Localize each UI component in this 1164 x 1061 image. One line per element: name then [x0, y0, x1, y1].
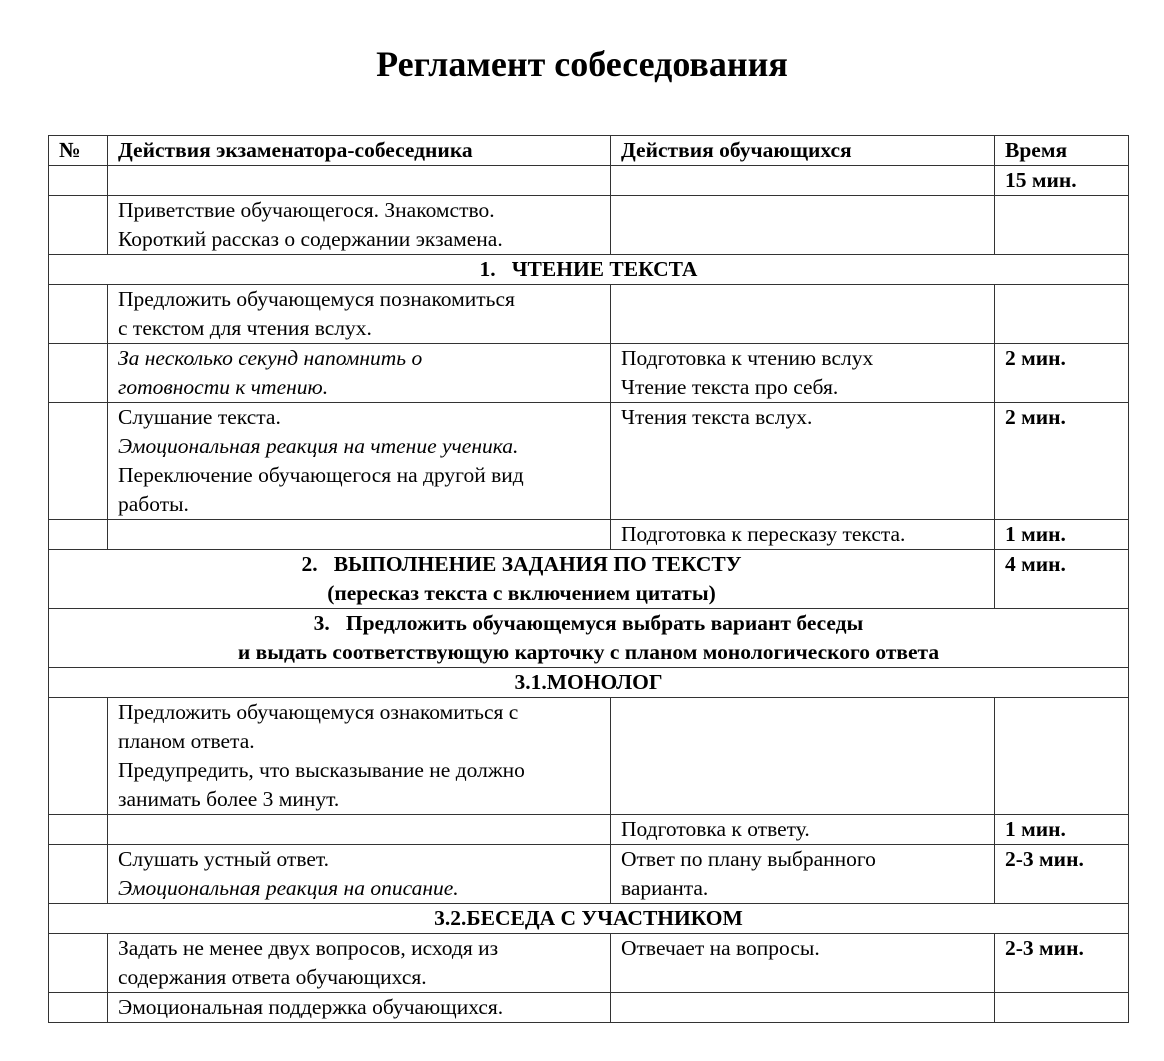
section-reading-title: 1. ЧТЕНИЕ ТЕКСТА: [49, 255, 1129, 285]
header-number: №: [49, 136, 108, 166]
text-line: Эмоциональная реакция на чтение ученика.: [118, 434, 519, 458]
header-examiner: Действия экзаменатора-собеседника: [108, 136, 611, 166]
examiner-cell: Эмоциональная поддержка обучающихся.: [108, 993, 611, 1023]
header-student: Действия обучающихся: [611, 136, 995, 166]
text-line: Переключение обучающегося на другой вид: [118, 463, 524, 487]
text-line: Ответ по плану выбранного: [621, 847, 876, 871]
section-row: [49, 668, 1129, 698]
time-cell: 4 мин.: [995, 550, 1129, 609]
student-cell: [611, 344, 995, 403]
time-cell: 1 мин.: [995, 815, 1129, 845]
section-conversation-choice: [49, 609, 1129, 668]
section-monologue-title: 3.1.МОНОЛОГ: [49, 668, 1129, 698]
time-cell: 2 мин.: [995, 403, 1129, 520]
time-cell: 2-3 мин.: [995, 934, 1129, 993]
section-row: [49, 609, 1129, 668]
row-number: [49, 520, 108, 550]
time-cell: [995, 285, 1129, 344]
text-line: работы.: [118, 492, 189, 516]
row-number: [49, 993, 108, 1023]
text-line: Подготовка к чтению вслух: [621, 346, 874, 370]
student-cell: [611, 698, 995, 815]
page-title: Регламент собеседования: [376, 44, 788, 84]
examiner-cell: [108, 166, 611, 196]
examiner-cell: [108, 845, 611, 904]
table-header-row: [49, 136, 1129, 166]
student-cell: [611, 166, 995, 196]
text-line: планом ответа.: [118, 729, 255, 753]
table-row: [49, 934, 1129, 993]
text-line: Слушание текста.: [118, 405, 281, 429]
text-line: Приветствие обучающегося. Знакомство.: [118, 198, 495, 222]
examiner-cell: [108, 520, 611, 550]
text-line: с текстом для чтения вслух.: [118, 316, 372, 340]
student-cell: [611, 993, 995, 1023]
row-number: [49, 344, 108, 403]
examiner-cell: [108, 934, 611, 993]
text-line: Чтение текста про себя.: [621, 375, 839, 399]
student-cell: [611, 196, 995, 255]
section-choice-line: и выдать соответствующую карточку с планом монологического ответа: [237, 640, 940, 664]
text-line: Предложить обучающемуся познакомиться: [118, 287, 515, 311]
row-number: [49, 285, 108, 344]
header-time: Время: [995, 136, 1129, 166]
section-row: [49, 255, 1129, 285]
text-line: варианта.: [621, 876, 709, 900]
student-cell: Чтения текста вслух.: [611, 403, 995, 520]
schedule-table: [48, 135, 1129, 1023]
row-number: [49, 934, 108, 993]
time-cell: [995, 698, 1129, 815]
student-cell: Отвечает на вопросы.: [611, 934, 995, 993]
section-row: [49, 550, 1129, 609]
table-row: [49, 285, 1129, 344]
text-line: Эмоциональная реакция на описание.: [118, 876, 459, 900]
time-cell: 1 мин.: [995, 520, 1129, 550]
examiner-cell: [108, 196, 611, 255]
row-number: [49, 196, 108, 255]
row-number: [49, 815, 108, 845]
student-cell: Подготовка к пересказу текста.: [611, 520, 995, 550]
time-cell: 15 мин.: [995, 166, 1129, 196]
row-number: [49, 845, 108, 904]
examiner-cell: [108, 285, 611, 344]
section-row: [49, 904, 1129, 934]
section-choice-line: 3. Предложить обучающемуся выбрать вариант беседы: [313, 611, 864, 635]
table-row: [49, 698, 1129, 815]
examiner-cell: [108, 815, 611, 845]
table-row: [49, 993, 1129, 1023]
row-number: [49, 403, 108, 520]
student-cell: [611, 845, 995, 904]
text-line: готовности к чтению.: [118, 375, 329, 399]
examiner-cell: [108, 698, 611, 815]
section-retelling: [49, 550, 995, 609]
text-line: Короткий рассказ о содержании экзамена.: [118, 227, 503, 251]
row-number: [49, 166, 108, 196]
table-row: [49, 196, 1129, 255]
examiner-cell: [108, 344, 611, 403]
row-number: [49, 698, 108, 815]
text-line: содержания ответа обучающихся.: [118, 965, 427, 989]
student-cell: Подготовка к ответу.: [611, 815, 995, 845]
text-line: занимать более 3 минут.: [118, 787, 340, 811]
text-line: За несколько секунд напомнить о: [118, 346, 423, 370]
table-row: [49, 403, 1129, 520]
text-line: Предупредить, что высказывание не должно: [118, 758, 525, 782]
time-cell: 2-3 мин.: [995, 845, 1129, 904]
section-dialogue-title: 3.2.БЕСЕДА С УЧАСТНИКОМ: [49, 904, 1129, 934]
time-cell: [995, 196, 1129, 255]
table-row: [49, 520, 1129, 550]
section-retelling-title: 2. ВЫПОЛНЕНИЕ ЗАДАНИЯ ПО ТЕКСТУ: [301, 552, 742, 576]
time-cell: 2 мин.: [995, 344, 1129, 403]
table-row: [49, 815, 1129, 845]
table-row: [49, 166, 1129, 196]
text-line: Слушать устный ответ.: [118, 847, 330, 871]
table-row: [49, 845, 1129, 904]
examiner-cell: [108, 403, 611, 520]
text-line: Задать не менее двух вопросов, исходя из: [118, 936, 499, 960]
student-cell: [611, 285, 995, 344]
table-row: [49, 344, 1129, 403]
time-cell: [995, 993, 1129, 1023]
section-retelling-subtitle: (пересказ текста с включением цитаты): [327, 581, 716, 605]
text-line: Предложить обучающемуся ознакомиться с: [118, 700, 519, 724]
